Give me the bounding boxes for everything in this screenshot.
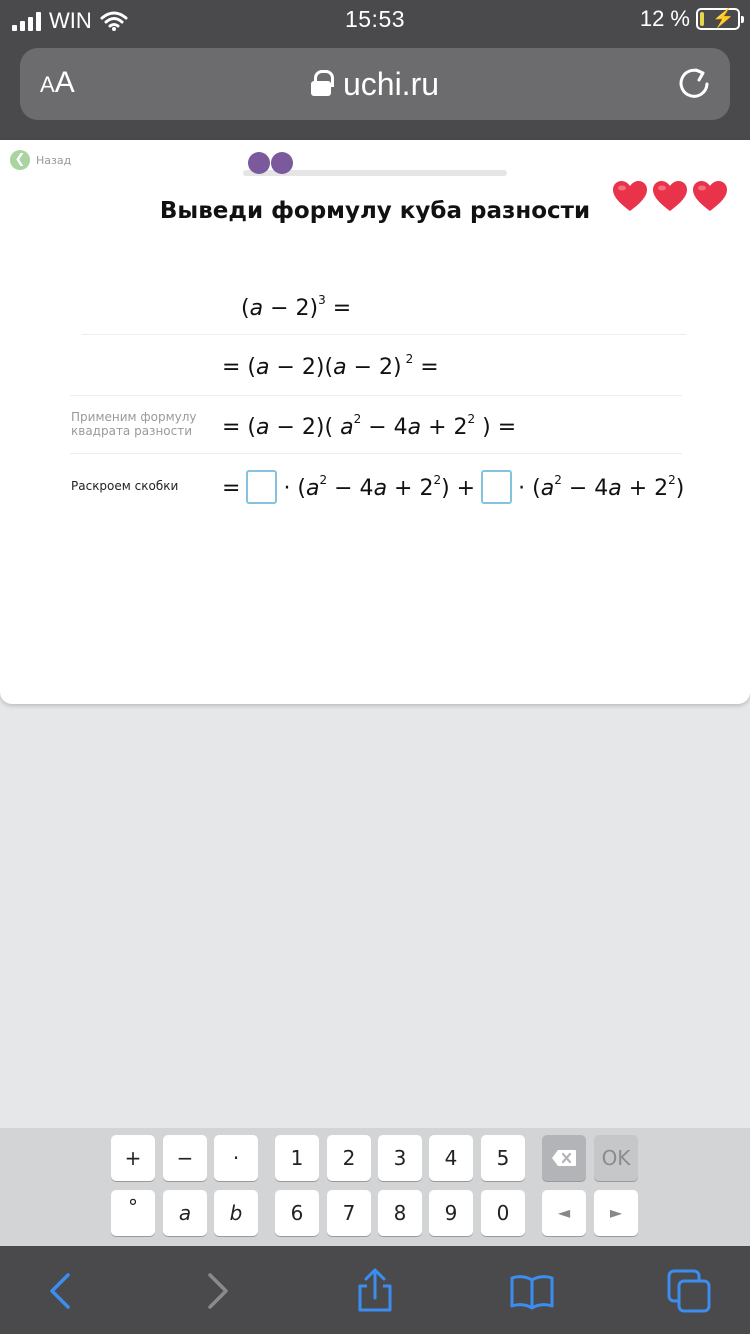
key-backspace[interactable] <box>542 1135 586 1181</box>
formula-row-3: = (a − 2)( $a^2 - 4a + 2^2$ ) = <box>222 412 517 440</box>
key-2[interactable]: 2 <box>327 1135 371 1181</box>
progress-dot <box>248 152 270 174</box>
answer-input[interactable] <box>481 470 512 504</box>
lesson-card <box>0 140 750 704</box>
backspace-icon <box>551 1149 577 1167</box>
status-bar <box>0 0 750 40</box>
formula-row-4: = · $(a^2 - 4a + 2^2)$ + · $(a^2 - 4a + 2^2)$ <box>222 470 684 504</box>
bookmarks-icon[interactable] <box>509 1268 555 1314</box>
key-9[interactable]: 9 <box>429 1190 473 1236</box>
battery-icon: ⚡ <box>696 8 740 30</box>
chevron-left-icon: ❮ <box>10 150 30 170</box>
key-multiply[interactable]: · <box>214 1135 258 1181</box>
key-plus[interactable]: + <box>111 1135 155 1181</box>
key-8[interactable]: 8 <box>378 1190 422 1236</box>
key-1[interactable]: 1 <box>275 1135 319 1181</box>
key-0[interactable]: 0 <box>481 1190 525 1236</box>
math-keypad <box>0 1128 750 1246</box>
key-7[interactable]: 7 <box>327 1190 371 1236</box>
key-minus[interactable]: − <box>163 1135 207 1181</box>
ok-button[interactable]: OK <box>594 1135 638 1181</box>
reload-icon[interactable] <box>672 62 716 106</box>
key-a[interactable]: a <box>163 1190 207 1236</box>
back-button[interactable] <box>10 150 71 170</box>
back-label: Назад <box>36 153 72 167</box>
carrier-label: WIN <box>49 8 92 33</box>
answer-input[interactable] <box>246 470 277 504</box>
step-note: Применим формулу квадрата разности <box>71 410 197 438</box>
key-5[interactable]: 5 <box>481 1135 525 1181</box>
key-3[interactable]: 3 <box>378 1135 422 1181</box>
clock: 15:53 <box>344 6 406 32</box>
page-title: Выведи формулу куба разности <box>159 198 591 224</box>
url-display[interactable] <box>20 66 730 103</box>
url-text: uchi.ru <box>342 66 440 102</box>
progress-dot <box>271 152 293 174</box>
key-degree[interactable]: ° <box>111 1190 155 1236</box>
divider <box>82 334 686 335</box>
key-cursor-right[interactable]: ► <box>594 1190 638 1236</box>
battery-percent: 12 % <box>639 6 690 31</box>
key-4[interactable]: 4 <box>429 1135 473 1181</box>
formula-row-1: $(a - 2)^3$ = <box>241 293 352 321</box>
tabs-icon[interactable] <box>666 1268 712 1314</box>
formula-row-2: = (a − 2)(a − 2) $^2$ = <box>222 352 439 380</box>
key-b[interactable]: b <box>214 1190 258 1236</box>
browser-toolbar <box>0 1246 750 1334</box>
back-arrow-icon[interactable] <box>38 1268 84 1314</box>
key-cursor-left[interactable]: ◄ <box>542 1190 586 1236</box>
lock-icon <box>311 70 331 96</box>
text-size-button[interactable]: AA <box>40 66 75 99</box>
divider <box>70 395 682 396</box>
step-note: Раскроем скобки <box>71 479 179 493</box>
divider <box>70 453 682 454</box>
key-6[interactable]: 6 <box>275 1190 319 1236</box>
forward-arrow-icon[interactable] <box>194 1268 240 1314</box>
browser-chrome <box>0 0 750 140</box>
address-bar[interactable] <box>20 48 730 120</box>
share-icon[interactable] <box>352 1268 398 1314</box>
